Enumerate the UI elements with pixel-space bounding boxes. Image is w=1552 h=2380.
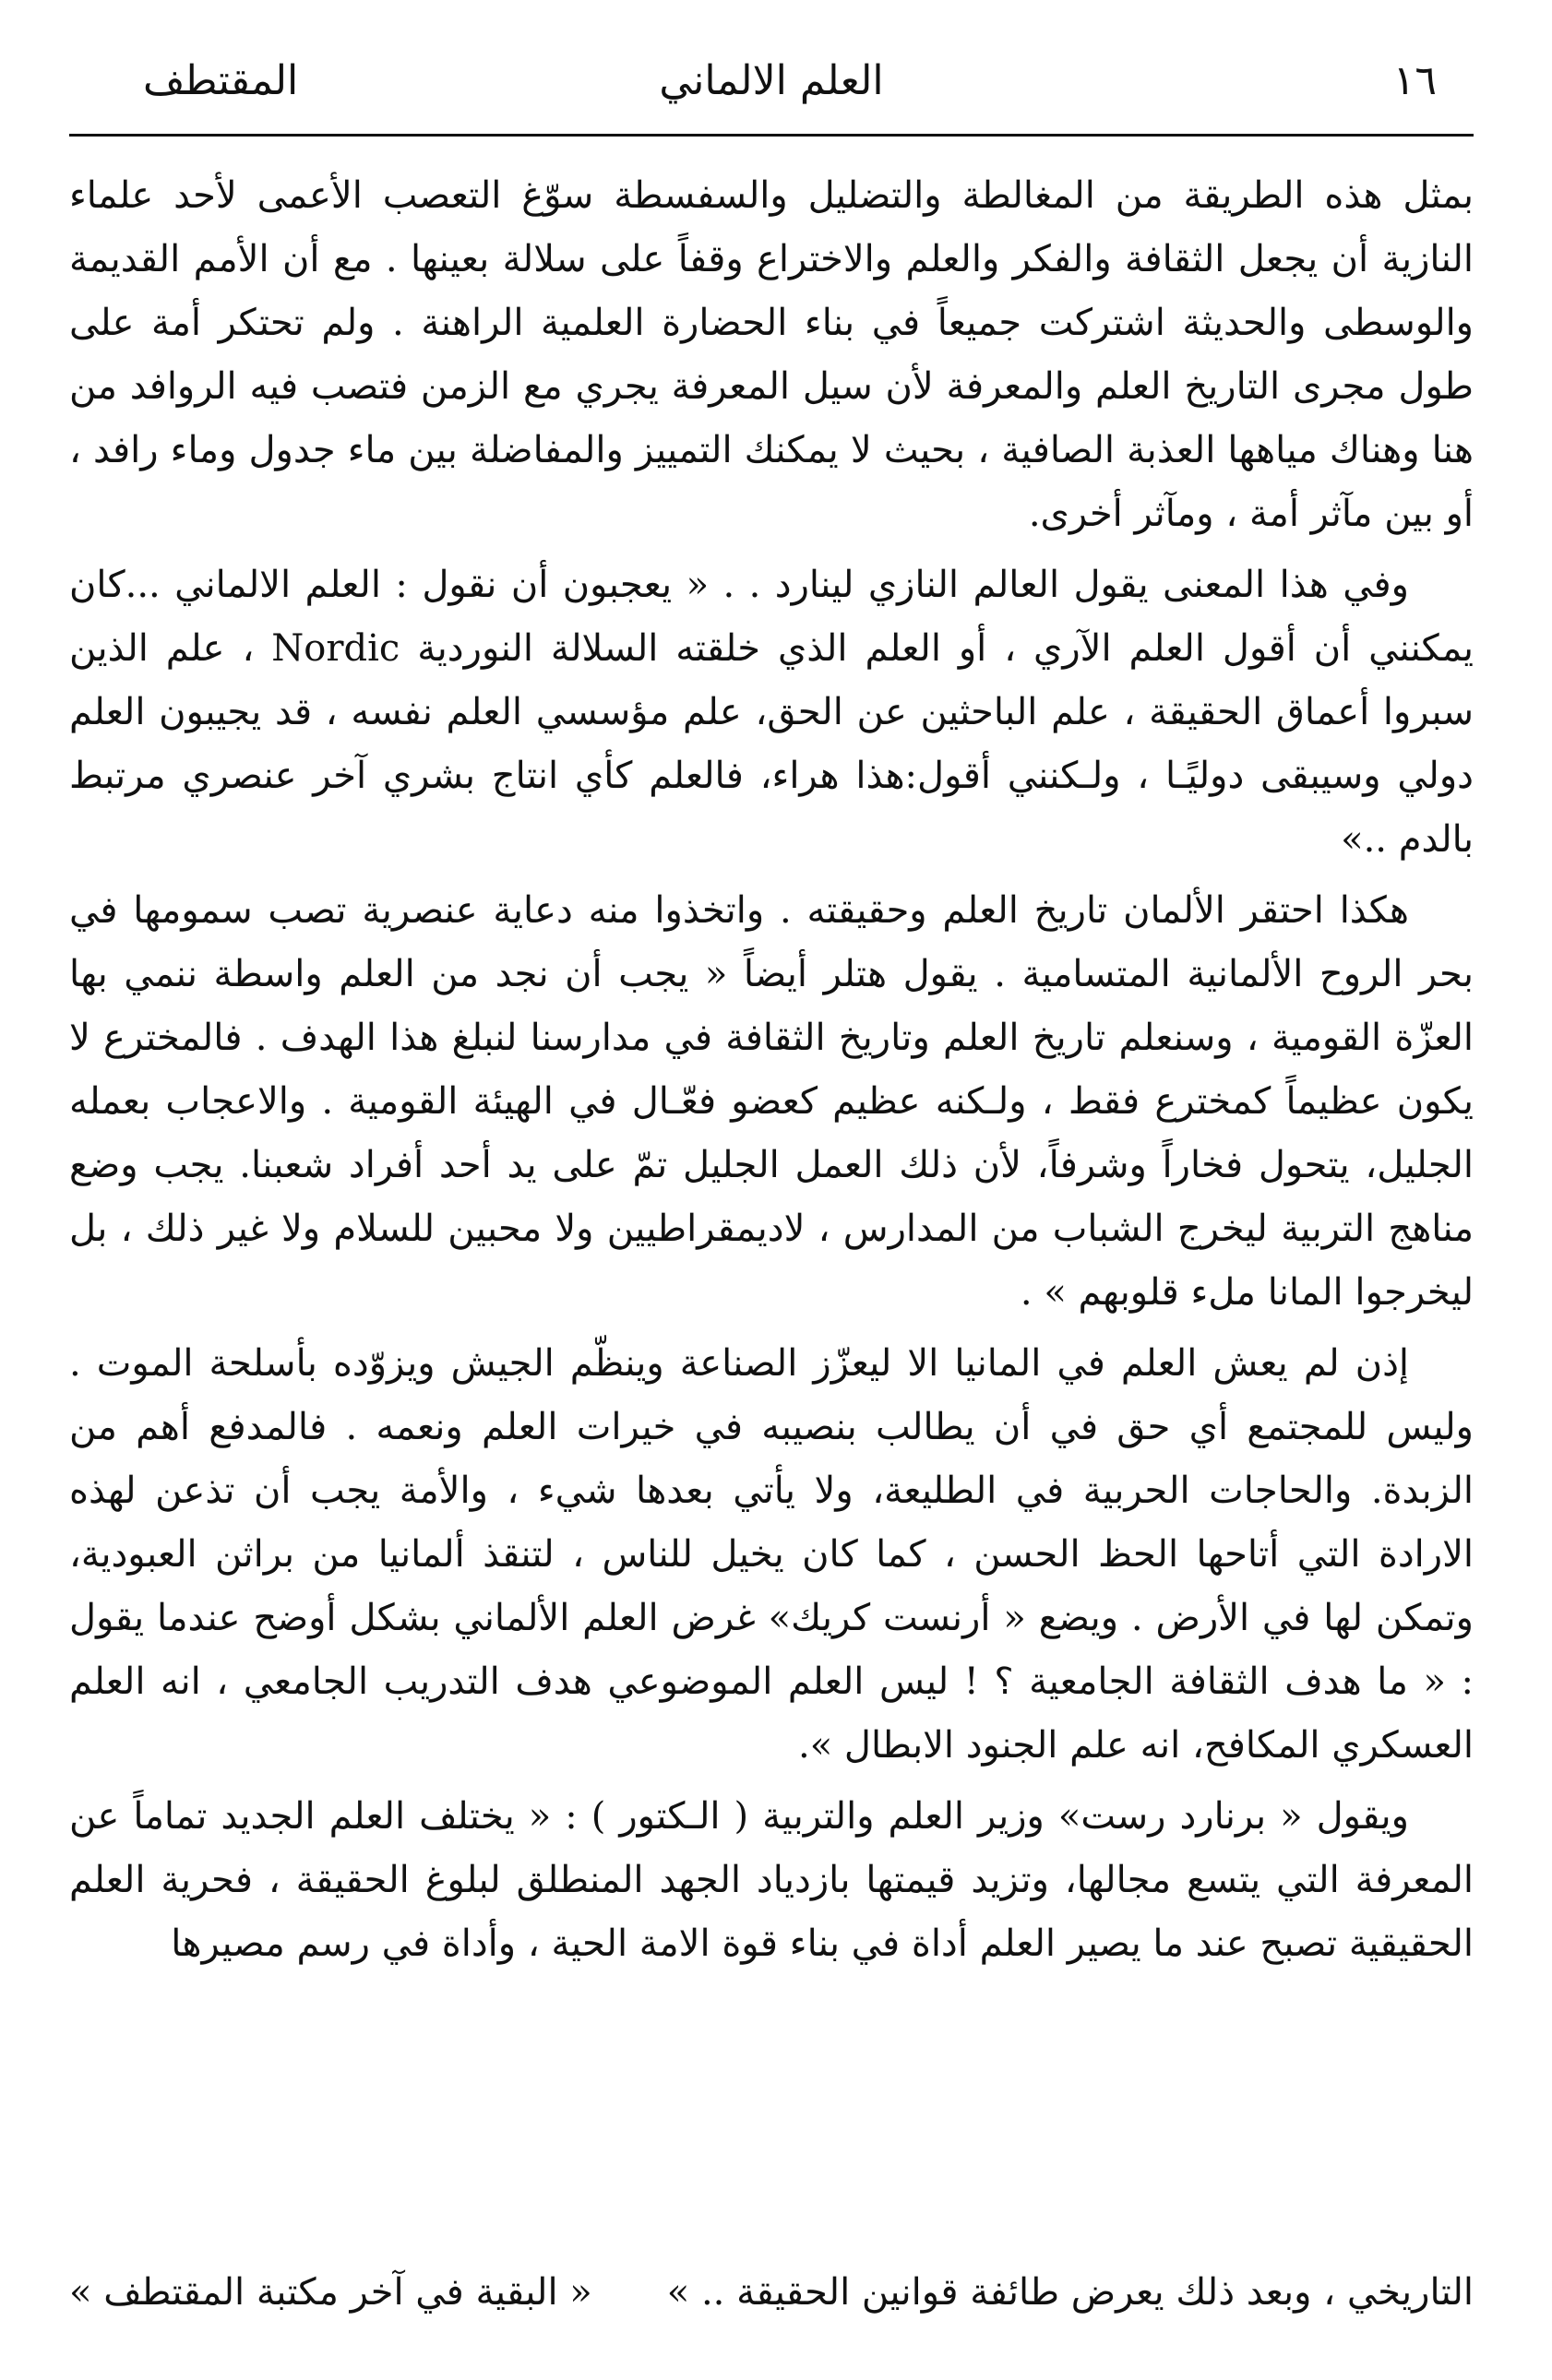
paragraph-2: وفي هذا المعنى يقول العالم النازي لينارد . . « يعجبون أن نقول : العلم الالماني ...كان يمكنني أن أقول العلم الآري ، أو العلم الذي خلقته السلالة النوردية Nordic ، علم الذين سبروا أعماق الحقيقة ، علم الباحثين عن الحق، علم مؤسسي العلم نفسه ، قد يجيبون العلم دولي وسيبقى دوليًـا ، ولـكنني أقول:هذا هراء، فالعلم كأي انتاج بشري آخر عنصري مرتبط بالدم ..» (69, 564, 1474, 861)
running-header (69, 37, 1474, 125)
header-rule (69, 134, 1474, 137)
footer-line (69, 2260, 1474, 2325)
paragraph-5: ويقول « برنارد رست» وزير العلم والتربية ( الـكتور ) : « يختلف العلم الجديد تماماً عن المعرفة التي يتسع مجالها، وتزيد قيمتها بازدياد الجهد المنطلق لبلوغ الحقيقة ، فحرية العلم الحقيقية تصبح عند ما يصير العلم أداة في بناء قوة الامة الحية ، وأداة في رسم مصيرها (69, 1795, 1474, 1965)
paragraph-4: إذن لم يعش العلم في المانيا الا ليعزّز الصناعة وينظّم الجيش ويزوّده بأسلحة الموت . وليس للمجتمع أي حق في أن يطالب بنصيبه في خيرات العلم ونعمه . فالمدفع أهم من الزبدة. والحاجات الحربية في الطليعة، ولا يأتي بعدها شيء ، والأمة يجب أن تذعن لهذه الارادة التي أتاحها الحظ الحسن ، كما كان يخيل للناس ، لتنقذ ألمانيا من براثن العبودية، وتمكن لها في الأرض . ويضع « أرنست كريك» غرض العلم الألماني بشكل أوضح عندما يقول : « ما هدف الثقافة الجامعية ؟ ! ليس العلم الموضوعي هدف التدريب الجامعي ، انه العلم العسكري المكافح، انه علم الجنود الابطال ». (69, 1342, 1474, 1767)
header-title: العلم الالماني (659, 57, 884, 104)
header-publication: المقتطف (143, 57, 299, 104)
header-page-number: ١٦ (1392, 57, 1437, 104)
last-text-line: التاريخي ، وبعد ذلك يعرض طائفة قوانين الحقيقة .. » (666, 2271, 1474, 2314)
paragraph-1: بمثل هذه الطريقة من المغالطة والتضليل والسفسطة سوّغ التعصب الأعمى لأحد علماء النازية أن يجعل الثقافة والفكر والعلم والاختراع وقفاً على سلالة بعينها . مع أن الأمم القديمة والوسطى والحديثة اشتركت جميعاً في بناء الحضارة العلمية الراهنة . ولم تحتكر أمة على طول مجرى التاريخ العلم والمعرفة لأن سيل المعرفة يجري مع الزمن فتصب فيه الروافد من هنا وهناك مياهها العذبة الصافية ، بحيث لا يمكنك التمييز والمفاضلة بين ماء جدول وماء رافد ، أو بين مآثر أمة ، ومآثر أخرى. (69, 174, 1474, 535)
article-body (69, 164, 1474, 1976)
continuation-note: « البقية في آخر مكتبة المقتطف » (69, 2271, 592, 2314)
paragraph-3: هكذا احتقر الألمان تاريخ العلم وحقيقته . واتخذوا منه دعاية عنصرية تصب سمومها في بحر الروح الألمانية المتسامية . يقول هتلر أيضاً « يجب أن نجد من العلم واسطة ننمي بها العزّة القومية ، وسنعلم تاريخ العلم وتاريخ الثقافة في مدارسنا لنبلغ هذا الهدف . فالمخترع لا يكون عظيماً كمخترع فقط ، ولـكنه عظيم كعضو فعّـال في الهيئة القومية . والاعجاب بعمله الجليل، يتحول فخاراً وشرفاً، لأن ذلك العمل الجليل تمّ على يد أحد أفراد شعبنا. يجب وضع مناهج التربية ليخرج الشباب من المدارس ، لاديمقراطيين ولا محبين للسلام ولا غير ذلك ، بل ليخرجوا المانا ملء قلوبهم » . (69, 889, 1474, 1314)
